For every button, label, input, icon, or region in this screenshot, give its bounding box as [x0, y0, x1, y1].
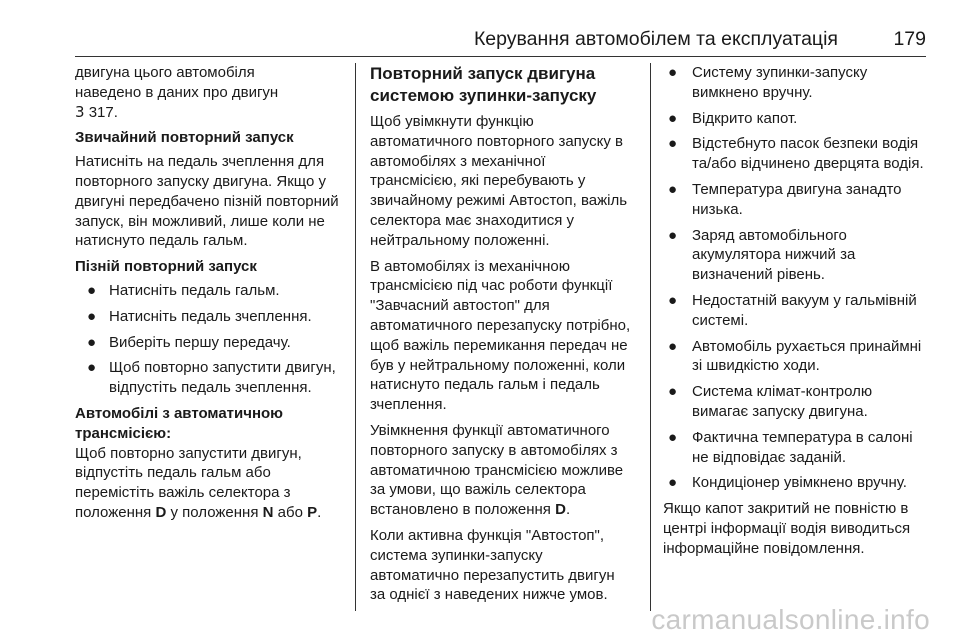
text-run: .: [317, 503, 322, 521]
page-number: 179: [893, 28, 926, 50]
bullet-list: [75, 281, 347, 398]
reference-page: 317.: [88, 103, 118, 121]
list-item-text: Відстебнуто пасок безпеки водія та/або відчинено дверцята водія.: [692, 135, 924, 173]
reference-icon: 3: [75, 102, 85, 121]
column-divider: [355, 63, 356, 611]
selector-position: D: [155, 503, 167, 521]
selector-position: N: [262, 503, 274, 521]
page-header: [75, 22, 926, 57]
list-item-text: Систему зупинки-запуску вимкнено вручну.: [692, 64, 868, 101]
column-divider: [650, 63, 651, 611]
list-item-text: Заряд автомобільного акумулятора нижчий за визначений рівень.: [692, 226, 856, 284]
bullet-icon: ●: [668, 428, 678, 446]
bullet-icon: ●: [668, 291, 678, 309]
column-middle: [370, 63, 632, 611]
list-item: [663, 473, 928, 493]
section-heading: Звичайний повторний запуск: [75, 129, 294, 147]
text-run: Увімкнення функції автоматичного повторного запуску в автомобілях з автоматичною трансмісією можливе за умови, що важіль селектора встановлено в положення: [370, 421, 624, 519]
intro-line: двигуна цього автомобіля: [75, 64, 255, 81]
text-run: .: [565, 501, 571, 519]
list-item-text: Кондиціонер увімкнено вручну.: [692, 474, 907, 492]
list-item: [663, 63, 928, 103]
bullet-icon: ●: [668, 226, 678, 244]
list-item-text: Автомобіль рухається принаймні зі швидкістю ходи.: [692, 337, 922, 375]
bullet-icon: ●: [668, 180, 678, 198]
column-right: [663, 63, 928, 565]
chapter-title: Керування автомобілем та експлуатація: [473, 28, 838, 50]
closing-paragraph: Якщо капот закритий не повністю в центрі інформації водія виводиться інформаційне повідомлення.: [663, 500, 911, 557]
bullet-icon: ●: [87, 359, 97, 377]
list-item-text: Недостатній вакуум у гальмівній системі.: [692, 291, 917, 329]
text-run: у положення: [166, 503, 263, 521]
section-heading: Повторний запуск двигуна системою зупинки-запуску: [370, 64, 597, 105]
intro-line: наведено в даних про двигун: [75, 83, 279, 101]
list-item: [663, 180, 928, 220]
list-item-text: Натисніть педаль зчеплення.: [109, 307, 312, 325]
intro-paragraph: [75, 63, 347, 122]
list-item-text: Температура двигуна занадто низька.: [692, 180, 902, 218]
bullet-icon: ●: [668, 64, 678, 81]
list-item: [82, 307, 347, 327]
section-text: [75, 444, 347, 523]
bullet-list: [663, 63, 928, 493]
list-item-text: Відкрито капот.: [692, 109, 798, 127]
section-text: Натисніть на педаль зчеплення для повторного запуску двигуна. Якщо у двигуні передбачено пізній повторний запуск, він можливий, лише коли не натиснуто педаль гальм.: [75, 153, 339, 250]
list-item: [82, 333, 347, 353]
section-heading: Автомобілі з автоматичною трансмісією:: [75, 404, 283, 442]
bullet-icon: ●: [87, 281, 97, 299]
paragraph: В автомобілях із механічною трансмісією під час роботи функції "Завчасний автостоп" для автоматичного перезапуску потрібно, щоб важіль перемикання передач не був у нейтральному положенні, коли натиснуто педаль гальм і педаль зчеплення.: [370, 257, 631, 414]
bullet-icon: ●: [668, 109, 678, 127]
list-item: [663, 226, 928, 285]
bullet-icon: ●: [668, 337, 678, 355]
bullet-icon: ●: [87, 307, 97, 325]
section-heading: Пізній повторний запуск: [75, 258, 257, 276]
list-item-text: Щоб повторно запустити двигун, відпустіть педаль зчеплення.: [109, 359, 336, 397]
list-item-text: Виберіть першу передачу.: [109, 333, 291, 351]
column-left: [75, 63, 347, 529]
bullet-icon: ●: [87, 333, 97, 351]
paragraph: Щоб увімкнути функцію автоматичного повторного запуску в автомобілях з механічної трансмісією, які перебувають у звичайному режимі Автостоп, важіль селектора має знаходитися у нейтральному положенні.: [370, 113, 628, 249]
list-item: [663, 428, 928, 468]
list-item: [663, 337, 928, 377]
paragraph: Коли активна функція "Автостоп", система зупинки-запуску автоматично перезапустить двигун за однієї з наведених нижче умов.: [370, 526, 615, 604]
list-item-text: Фактична температура в салоні не відповідає заданій.: [692, 428, 913, 466]
text-run: або: [273, 503, 308, 521]
list-item-text: Система клімат-контролю вимагає запуску двигуна.: [692, 383, 873, 420]
bullet-icon: ●: [668, 383, 678, 401]
site-watermark: carmanualsonline.info: [651, 604, 930, 635]
bullet-icon: ●: [668, 135, 678, 153]
list-item: [663, 382, 928, 422]
selector-position: P: [307, 503, 318, 521]
list-item: [663, 291, 928, 331]
list-item: [82, 281, 347, 301]
list-item-text: Натисніть педаль гальм.: [109, 281, 280, 299]
paragraph: [370, 421, 632, 520]
bullet-icon: ●: [668, 474, 678, 492]
list-item: [82, 358, 347, 398]
selector-position: D: [555, 501, 566, 519]
text-run: Щоб повторно запустити двигун, відпустіть педаль гальм або перемістіть важіль селектора з положення: [75, 444, 302, 521]
list-item: [663, 134, 928, 174]
list-item: [663, 109, 928, 129]
